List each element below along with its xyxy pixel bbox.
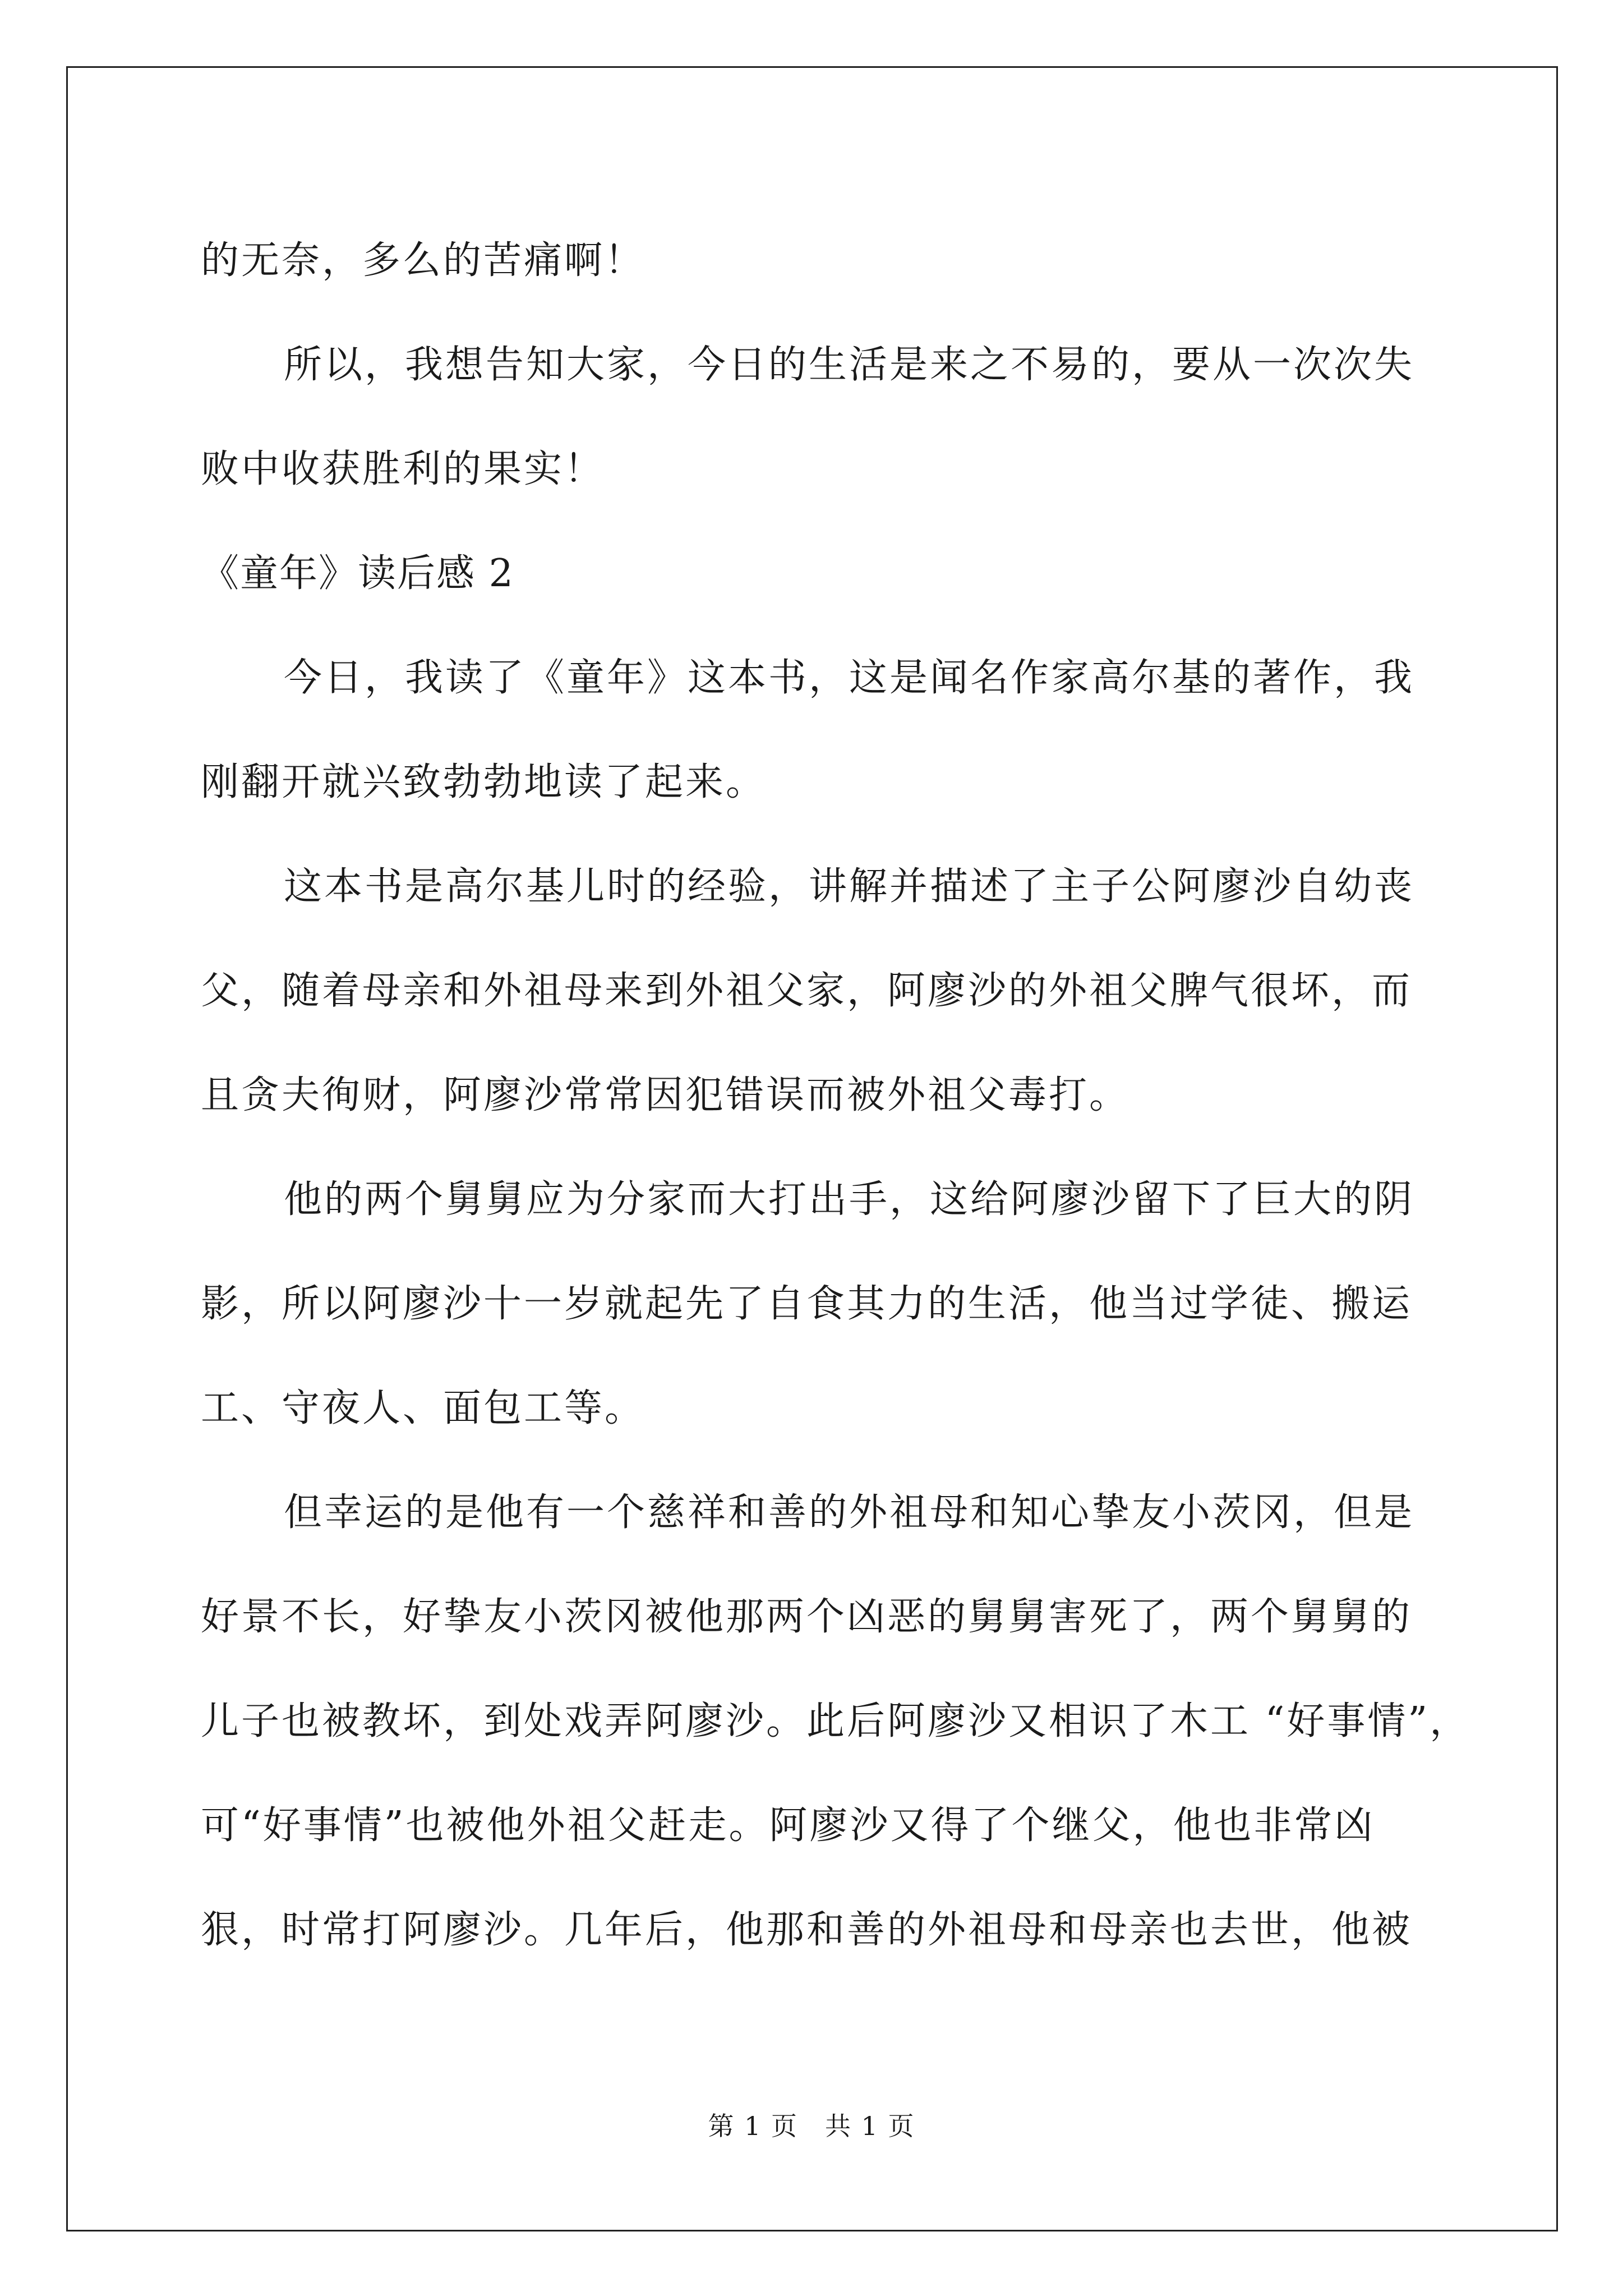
text-line: 儿子也被教坏，到处戏弄阿廖沙。此后阿廖沙又相识了木工 “好事情”， <box>201 1699 1470 1743</box>
section-heading: 《童年》读后感 2 <box>201 551 514 596</box>
text-line: 败中收获胜利的果实！ <box>201 447 605 491</box>
text-line: 刚翻开就兴致勃勃地读了起来。 <box>201 760 767 804</box>
text-line: 工、守夜人、面包工等。 <box>201 1386 645 1430</box>
text-line: 好景不长，好挚友小茨冈被他那两个凶恶的舅舅害死了，两个舅舅的 <box>201 1595 1413 1639</box>
text-line: 且贪夫徇财，阿廖沙常常因犯错误而被外祖父毒打。 <box>201 1073 1130 1117</box>
paragraph-first-line: 今日，我读了《童年》这本书，这是闻名作家高尔基的著作，我 <box>284 656 1415 700</box>
paragraph-first-line: 他的两个舅舅应为分家而大打出手，这给阿廖沙留下了巨大的阴 <box>284 1177 1415 1222</box>
page-number-footer: 第 1 页 共 1 页 <box>708 2111 915 2141</box>
text-line: 的无奈，多么的苦痛啊！ <box>201 238 645 283</box>
paragraph-first-line: 这本书是高尔基儿时的经验，讲解并描述了主子公阿廖沙自幼丧 <box>284 864 1415 909</box>
text-line: 狠，时常打阿廖沙。几年后，他那和善的外祖母和母亲也去世，他被 <box>201 1908 1413 1952</box>
text-line: 父，随着母亲和外祖母来到外祖父家，阿廖沙的外祖父脾气很坏，而 <box>201 969 1413 1013</box>
paragraph-first-line: 所以，我想告知大家，今日的生活是来之不易的，要从一次次失 <box>284 343 1415 387</box>
text-line: 可“好事情”也被他外祖父赶走。阿廖沙又得了个继父，他也非常凶 <box>201 1803 1375 1848</box>
paragraph-first-line: 但幸运的是他有一个慈祥和善的外祖母和知心挚友小茨冈，但是 <box>284 1490 1415 1535</box>
document-body <box>201 209 1470 1982</box>
text-line: 影，所以阿廖沙十一岁就起先了自食其力的生活，他当过学徒、搬运 <box>201 1282 1413 1326</box>
